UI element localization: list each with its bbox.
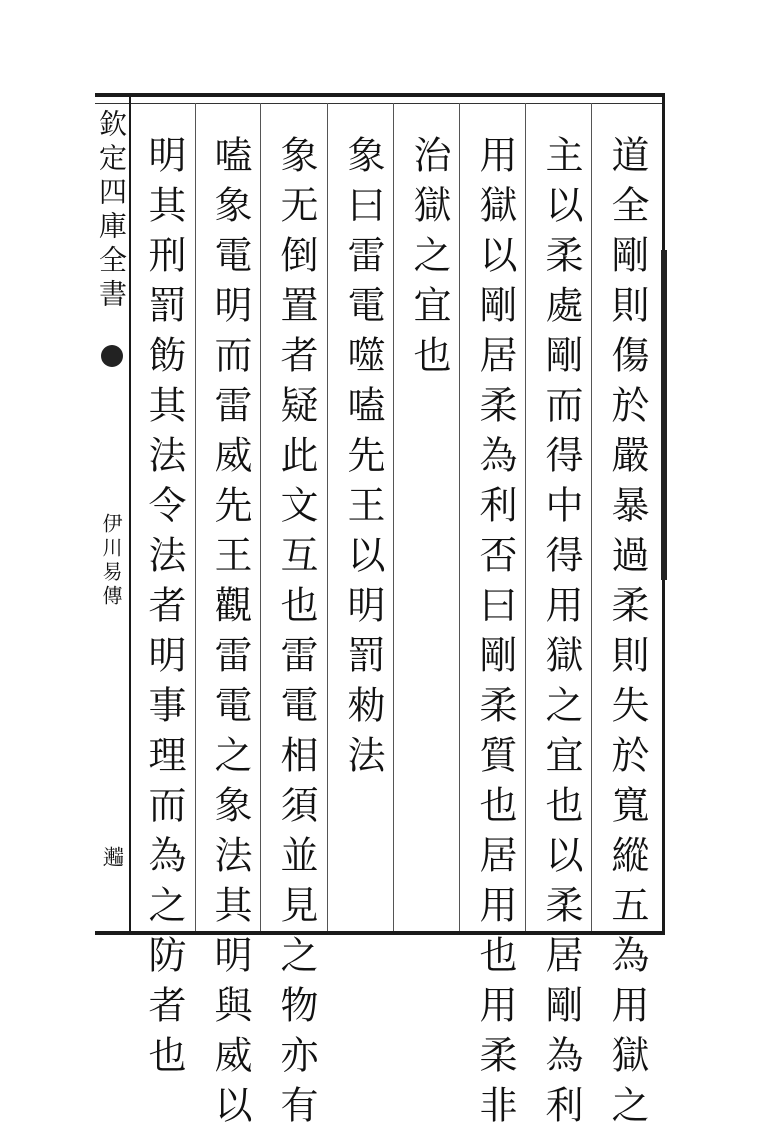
column-rule bbox=[525, 103, 526, 931]
text-column-6: 象无倒置者疑此文互也雷電相須並見之物亦有 bbox=[274, 135, 318, 1135]
text-column-1: 道全剛則傷於嚴暴過柔則失於寬縱五為用獄之 bbox=[605, 135, 649, 1135]
page-number: 𨘼 bbox=[100, 845, 125, 879]
column-rule bbox=[195, 103, 196, 931]
text-column-4: 治獄之宜也 bbox=[407, 135, 451, 385]
page-frame bbox=[95, 93, 665, 1135]
fishtail-mark bbox=[101, 345, 123, 367]
column-rule bbox=[591, 103, 592, 931]
margin-column bbox=[95, 93, 131, 935]
binding-seam bbox=[661, 250, 667, 580]
book-title: 欽定四庫全書 bbox=[95, 109, 128, 313]
text-column-5: 象曰雷電噬嗑先王以明罰勑法 bbox=[341, 135, 385, 785]
section-title: 伊川易傳 bbox=[99, 513, 123, 609]
column-rule bbox=[260, 103, 261, 931]
text-column-2: 主以柔處剛而得中得用獄之宜也以柔居剛為利 bbox=[539, 135, 583, 1135]
text-column-7: 嗑象電明而雷威先王觀雷電之象法其明與威以 bbox=[208, 135, 252, 1135]
column-rule bbox=[459, 103, 460, 931]
frame-top-border bbox=[95, 93, 665, 97]
text-column-3: 用獄以剛居柔為利否曰剛柔質也居用也用柔非 bbox=[473, 135, 517, 1135]
column-rule bbox=[327, 103, 328, 931]
frame-inner-top-border bbox=[95, 103, 665, 104]
text-column-8: 明其刑罰飭其法令法者明事理而為之防者也 bbox=[142, 135, 186, 1085]
column-rule bbox=[393, 103, 394, 931]
